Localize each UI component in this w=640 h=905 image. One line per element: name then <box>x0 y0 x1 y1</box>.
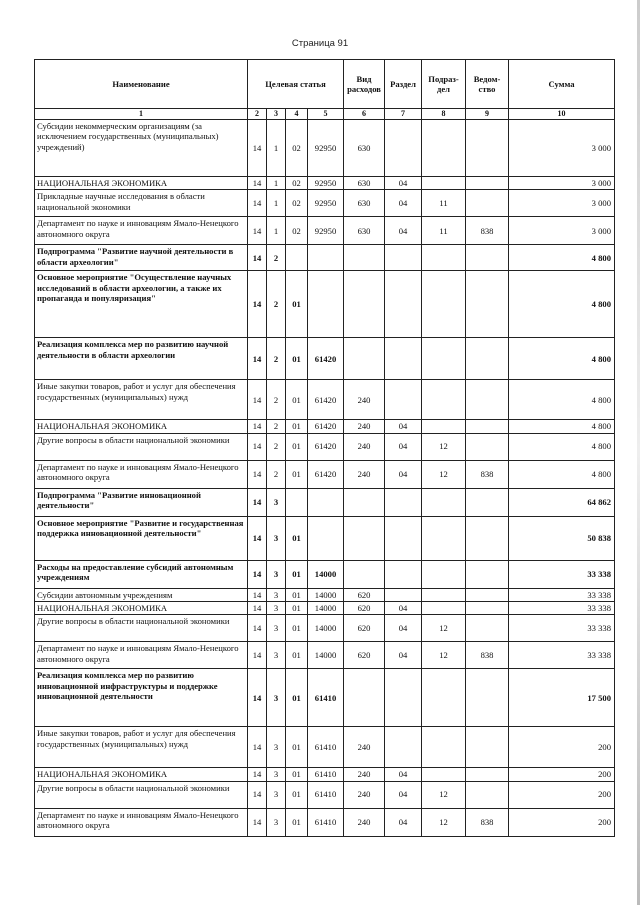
target-3: 02 <box>286 120 308 177</box>
col-number: 9 <box>466 109 509 120</box>
target-2: 1 <box>267 190 286 217</box>
dept <box>466 560 509 588</box>
target-1: 14 <box>248 420 267 433</box>
section <box>385 727 422 768</box>
target-4 <box>308 488 344 516</box>
col-number: 2 <box>248 109 267 120</box>
target-4: 61410 <box>308 808 344 836</box>
header-target: Целевая статья <box>248 60 344 109</box>
target-3: 01 <box>286 768 308 781</box>
target-2: 1 <box>267 217 286 245</box>
dept <box>466 338 509 380</box>
budget-table <box>34 59 615 837</box>
subsection <box>422 177 466 190</box>
sum: 200 <box>509 727 615 768</box>
section: 04 <box>385 808 422 836</box>
target-1: 14 <box>248 380 267 420</box>
target-1: 14 <box>248 120 267 177</box>
sum: 4 800 <box>509 245 615 271</box>
row-name: Расходы на предоставление субсидий автономным учреждениям <box>35 560 248 588</box>
row-name: Субсидии автономным учреждениям <box>35 588 248 601</box>
target-3: 01 <box>286 271 308 338</box>
subsection: 12 <box>422 615 466 642</box>
target-4: 61420 <box>308 338 344 380</box>
row-name: Основное мероприятие "Осуществление научных исследований в области археологии, а также их пропаганда и популяризация" <box>35 271 248 338</box>
target-3 <box>286 245 308 271</box>
subsection <box>422 120 466 177</box>
subsection: 12 <box>422 433 466 460</box>
sum: 4 800 <box>509 460 615 488</box>
row-name: Департамент по науке и инновациям Ямало-Ненецкого автономного округа <box>35 642 248 669</box>
dept <box>466 669 509 727</box>
target-4 <box>308 271 344 338</box>
row-name: Департамент по науке и инновациям Ямало-Ненецкого автономного округа <box>35 217 248 245</box>
exp-type: 240 <box>344 727 385 768</box>
row-name: Прикладные научные исследования в области национальной экономики <box>35 190 248 217</box>
target-2: 3 <box>267 669 286 727</box>
table-row <box>35 120 615 177</box>
target-2: 2 <box>267 433 286 460</box>
row-name: НАЦИОНАЛЬНАЯ ЭКОНОМИКА <box>35 177 248 190</box>
target-1: 14 <box>248 460 267 488</box>
sum: 33 338 <box>509 642 615 669</box>
exp-type: 240 <box>344 380 385 420</box>
target-1: 14 <box>248 338 267 380</box>
col-number: 3 <box>267 109 286 120</box>
dept <box>466 615 509 642</box>
target-2: 1 <box>267 120 286 177</box>
sum: 33 338 <box>509 560 615 588</box>
target-4: 14000 <box>308 642 344 669</box>
table-row <box>35 615 615 642</box>
subsection <box>422 516 466 560</box>
col-number: 6 <box>344 109 385 120</box>
target-2: 3 <box>267 642 286 669</box>
section: 04 <box>385 460 422 488</box>
exp-type <box>344 669 385 727</box>
dept <box>466 488 509 516</box>
target-2: 3 <box>267 488 286 516</box>
row-name: НАЦИОНАЛЬНАЯ ЭКОНОМИКА <box>35 768 248 781</box>
subsection <box>422 768 466 781</box>
target-1: 14 <box>248 271 267 338</box>
subsection <box>422 588 466 601</box>
target-3: 01 <box>286 808 308 836</box>
row-name: Иные закупки товаров, работ и услуг для обеспечения государственных (муниципальных) нужд <box>35 380 248 420</box>
exp-type <box>344 271 385 338</box>
section <box>385 245 422 271</box>
target-1: 14 <box>248 560 267 588</box>
exp-type: 630 <box>344 190 385 217</box>
header-row <box>35 60 615 109</box>
exp-type: 620 <box>344 601 385 614</box>
target-4: 61410 <box>308 727 344 768</box>
section: 04 <box>385 768 422 781</box>
section <box>385 560 422 588</box>
row-name: Другие вопросы в области национальной экономики <box>35 433 248 460</box>
target-1: 14 <box>248 488 267 516</box>
subsection <box>422 560 466 588</box>
page-title: Страница 91 <box>291 38 349 49</box>
dept <box>466 601 509 614</box>
target-2: 3 <box>267 560 286 588</box>
section <box>385 120 422 177</box>
exp-type: 620 <box>344 615 385 642</box>
target-3: 01 <box>286 338 308 380</box>
dept <box>466 781 509 808</box>
section: 04 <box>385 601 422 614</box>
exp-type <box>344 488 385 516</box>
dept <box>466 768 509 781</box>
col-number: 1 <box>35 109 248 120</box>
table-row <box>35 433 615 460</box>
row-name: Иные закупки товаров, работ и услуг для обеспечения государственных (муниципальных) нужд <box>35 727 248 768</box>
row-name: Другие вопросы в области национальной экономики <box>35 615 248 642</box>
exp-type: 240 <box>344 460 385 488</box>
target-2: 3 <box>267 727 286 768</box>
exp-type <box>344 516 385 560</box>
subsection: 12 <box>422 460 466 488</box>
target-3: 02 <box>286 190 308 217</box>
table-row <box>35 271 615 338</box>
target-1: 14 <box>248 601 267 614</box>
target-3: 02 <box>286 177 308 190</box>
dept <box>466 271 509 338</box>
sum: 4 800 <box>509 338 615 380</box>
target-1: 14 <box>248 642 267 669</box>
dept <box>466 727 509 768</box>
target-1: 14 <box>248 768 267 781</box>
target-3: 01 <box>286 727 308 768</box>
col-number: 5 <box>308 109 344 120</box>
table-row <box>35 781 615 808</box>
target-1: 14 <box>248 516 267 560</box>
section: 04 <box>385 433 422 460</box>
target-2: 2 <box>267 460 286 488</box>
target-2: 3 <box>267 615 286 642</box>
row-name: Другие вопросы в области национальной экономики <box>35 781 248 808</box>
section: 04 <box>385 177 422 190</box>
subsection <box>422 601 466 614</box>
section <box>385 380 422 420</box>
exp-type: 630 <box>344 120 385 177</box>
subsection: 12 <box>422 781 466 808</box>
row-name: Подпрограмма "Развитие инновационной деятельности" <box>35 488 248 516</box>
target-3: 01 <box>286 669 308 727</box>
target-4: 61410 <box>308 768 344 781</box>
subsection <box>422 669 466 727</box>
dept <box>466 245 509 271</box>
table-row <box>35 338 615 380</box>
column-number-row <box>35 109 615 120</box>
target-3: 01 <box>286 516 308 560</box>
dept <box>466 190 509 217</box>
dept <box>466 420 509 433</box>
target-3: 01 <box>286 460 308 488</box>
sum: 4 800 <box>509 271 615 338</box>
dept <box>466 120 509 177</box>
target-1: 14 <box>248 217 267 245</box>
target-2: 3 <box>267 781 286 808</box>
section: 04 <box>385 615 422 642</box>
table-row <box>35 488 615 516</box>
dept <box>466 380 509 420</box>
subsection <box>422 245 466 271</box>
sum: 200 <box>509 768 615 781</box>
header-name: Наименование <box>35 60 248 109</box>
subsection <box>422 727 466 768</box>
table-row <box>35 190 615 217</box>
target-4: 92950 <box>308 120 344 177</box>
table-row <box>35 642 615 669</box>
target-2: 2 <box>267 271 286 338</box>
sum: 4 800 <box>509 420 615 433</box>
target-3: 01 <box>286 588 308 601</box>
target-3: 01 <box>286 601 308 614</box>
target-4: 14000 <box>308 601 344 614</box>
header-sum: Сумма <box>509 60 615 109</box>
target-3: 01 <box>286 642 308 669</box>
subsection: 11 <box>422 190 466 217</box>
target-2: 3 <box>267 808 286 836</box>
subsection <box>422 420 466 433</box>
exp-type: 240 <box>344 768 385 781</box>
dept: 838 <box>466 217 509 245</box>
sum: 3 000 <box>509 120 615 177</box>
exp-type: 240 <box>344 420 385 433</box>
target-2: 2 <box>267 338 286 380</box>
subsection <box>422 488 466 516</box>
section <box>385 588 422 601</box>
exp-type: 240 <box>344 433 385 460</box>
section <box>385 516 422 560</box>
target-3: 01 <box>286 433 308 460</box>
target-2: 3 <box>267 516 286 560</box>
subsection <box>422 380 466 420</box>
target-3: 01 <box>286 560 308 588</box>
target-2: 2 <box>267 380 286 420</box>
sum: 200 <box>509 808 615 836</box>
row-name: НАЦИОНАЛЬНАЯ ЭКОНОМИКА <box>35 601 248 614</box>
section: 04 <box>385 217 422 245</box>
target-2: 1 <box>267 177 286 190</box>
table-row <box>35 217 615 245</box>
target-4: 14000 <box>308 560 344 588</box>
col-number: 4 <box>286 109 308 120</box>
section: 04 <box>385 781 422 808</box>
target-3: 01 <box>286 420 308 433</box>
sum: 200 <box>509 781 615 808</box>
table-row <box>35 808 615 836</box>
exp-type: 240 <box>344 781 385 808</box>
table-row <box>35 516 615 560</box>
dept <box>466 433 509 460</box>
section <box>385 338 422 380</box>
section <box>385 669 422 727</box>
target-4: 61420 <box>308 420 344 433</box>
sum: 33 338 <box>509 588 615 601</box>
row-name: Департамент по науке и инновациям Ямало-Ненецкого автономного округа <box>35 460 248 488</box>
target-3: 01 <box>286 380 308 420</box>
sum: 17 500 <box>509 669 615 727</box>
target-4: 61410 <box>308 669 344 727</box>
target-2: 2 <box>267 245 286 271</box>
sum: 33 338 <box>509 601 615 614</box>
header-subsection: Подраз-дел <box>422 60 466 109</box>
target-1: 14 <box>248 669 267 727</box>
target-4 <box>308 516 344 560</box>
table-row <box>35 460 615 488</box>
table-row <box>35 669 615 727</box>
target-1: 14 <box>248 808 267 836</box>
table-row <box>35 560 615 588</box>
row-name: Подпрограмма "Развитие научной деятельности в области археологии" <box>35 245 248 271</box>
exp-type <box>344 338 385 380</box>
dept <box>466 177 509 190</box>
sum: 33 338 <box>509 615 615 642</box>
table-row <box>35 588 615 601</box>
target-2: 3 <box>267 588 286 601</box>
section: 04 <box>385 190 422 217</box>
row-name: Департамент по науке и инновациям Ямало-Ненецкого автономного округа <box>35 808 248 836</box>
row-name: Основное мероприятие "Развитие и государственная поддержка инновационной деятельности" <box>35 516 248 560</box>
row-name: Субсидии некоммерческим организациям (за исключением государственных (муниципальных) учреждений) <box>35 120 248 177</box>
dept: 838 <box>466 460 509 488</box>
col-number: 7 <box>385 109 422 120</box>
dept: 838 <box>466 808 509 836</box>
table-row <box>35 601 615 614</box>
subsection <box>422 338 466 380</box>
target-2: 3 <box>267 768 286 781</box>
section: 04 <box>385 420 422 433</box>
row-name: Реализация комплекса мер по развитию инновационной инфраструктуры и поддержке инновационной деятельности <box>35 669 248 727</box>
col-number: 8 <box>422 109 466 120</box>
target-4: 14000 <box>308 615 344 642</box>
sum: 50 838 <box>509 516 615 560</box>
row-name: Реализация комплекса мер по развитию научной деятельности в области археологии <box>35 338 248 380</box>
col-number: 10 <box>509 109 615 120</box>
target-3: 01 <box>286 781 308 808</box>
target-4 <box>308 245 344 271</box>
target-4: 61410 <box>308 781 344 808</box>
section <box>385 271 422 338</box>
target-4: 61420 <box>308 433 344 460</box>
target-1: 14 <box>248 190 267 217</box>
exp-type: 630 <box>344 177 385 190</box>
dept <box>466 516 509 560</box>
exp-type: 240 <box>344 808 385 836</box>
exp-type: 620 <box>344 642 385 669</box>
target-4: 61420 <box>308 380 344 420</box>
target-4: 92950 <box>308 217 344 245</box>
header-section: Раздел <box>385 60 422 109</box>
target-1: 14 <box>248 588 267 601</box>
sum: 4 800 <box>509 380 615 420</box>
target-4: 92950 <box>308 177 344 190</box>
sum: 64 862 <box>509 488 615 516</box>
target-1: 14 <box>248 615 267 642</box>
sum: 4 800 <box>509 433 615 460</box>
sum: 3 000 <box>509 177 615 190</box>
target-2: 2 <box>267 420 286 433</box>
row-name: НАЦИОНАЛЬНАЯ ЭКОНОМИКА <box>35 420 248 433</box>
target-3: 01 <box>286 615 308 642</box>
target-1: 14 <box>248 727 267 768</box>
section: 04 <box>385 642 422 669</box>
header-dept: Ведом-ство <box>466 60 509 109</box>
table-row <box>35 177 615 190</box>
exp-type <box>344 560 385 588</box>
subsection <box>422 271 466 338</box>
exp-type: 620 <box>344 588 385 601</box>
table-row <box>35 380 615 420</box>
target-1: 14 <box>248 245 267 271</box>
target-2: 3 <box>267 601 286 614</box>
target-3: 02 <box>286 217 308 245</box>
target-1: 14 <box>248 781 267 808</box>
exp-type: 630 <box>344 217 385 245</box>
table-row <box>35 768 615 781</box>
dept <box>466 588 509 601</box>
sum: 3 000 <box>509 190 615 217</box>
sum: 3 000 <box>509 217 615 245</box>
subsection: 11 <box>422 217 466 245</box>
dept: 838 <box>466 642 509 669</box>
table-row <box>35 727 615 768</box>
header-exp-type: Вид расходов <box>344 60 385 109</box>
subsection: 12 <box>422 808 466 836</box>
subsection: 12 <box>422 642 466 669</box>
table-row <box>35 420 615 433</box>
target-4: 61420 <box>308 460 344 488</box>
target-1: 14 <box>248 433 267 460</box>
section <box>385 488 422 516</box>
target-4: 92950 <box>308 190 344 217</box>
target-1: 14 <box>248 177 267 190</box>
target-4: 14000 <box>308 588 344 601</box>
exp-type <box>344 245 385 271</box>
target-3 <box>286 488 308 516</box>
table-row <box>35 245 615 271</box>
